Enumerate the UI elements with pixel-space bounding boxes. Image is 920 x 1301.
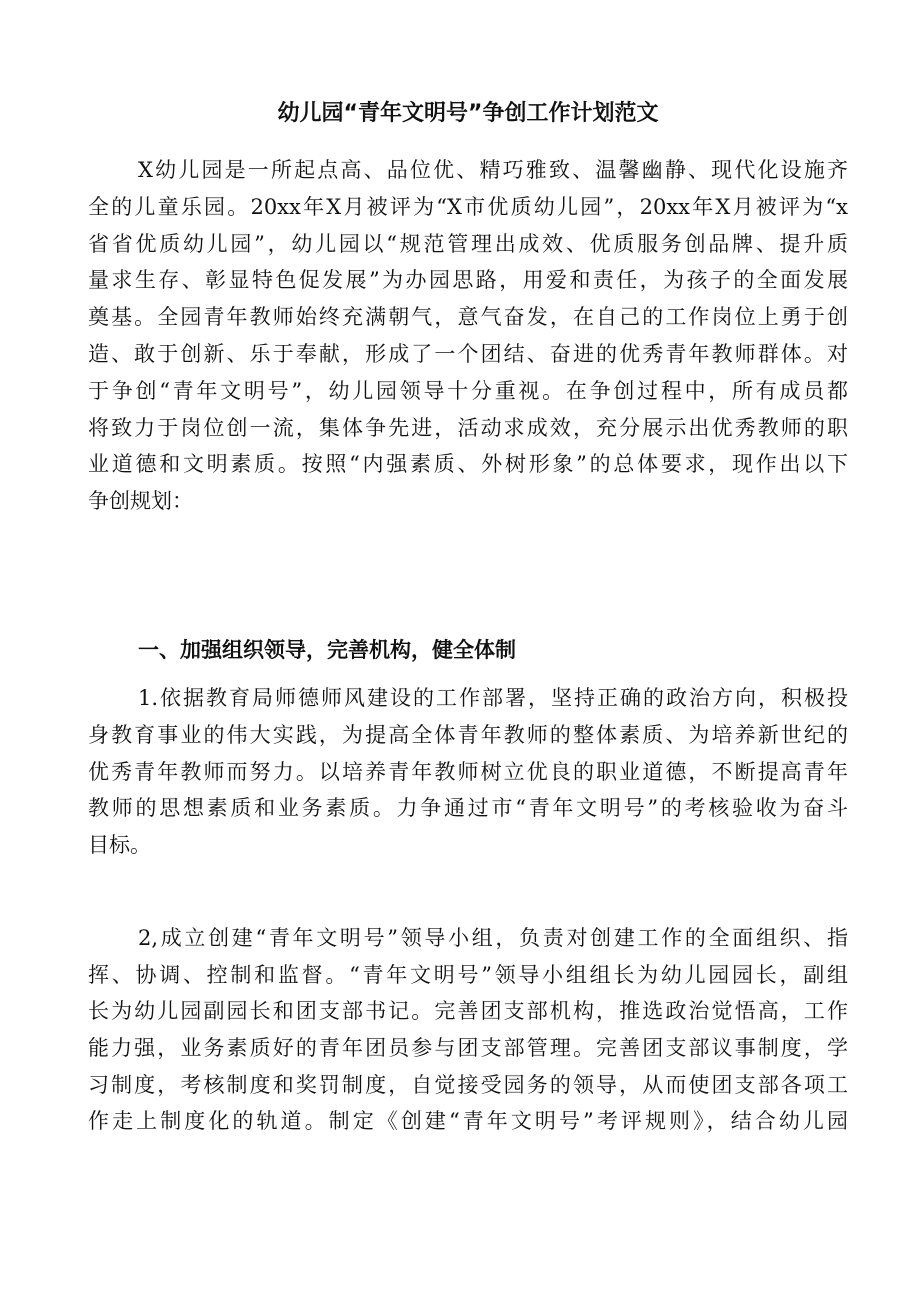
paragraph-line: 造、敢于创新、乐于奉献，形成了一个团结、奋进的优秀青年教师群体。对 [88,341,848,366]
paragraph-line: 挥、协调、控制和监督。“青年文明号”领导小组组长为幼儿园园长，副组 [88,962,848,987]
paragraph-line: 身教育事业的伟大实践，为提高全体青年教师的整体素质、为培养新世纪的 [88,722,848,747]
paragraph-line: 目标。 [88,833,151,858]
document-title: 幼儿园“青年文明号”争创工作计划范文 [277,101,659,126]
paragraph-line: 省省优质幼儿园”，幼儿园以“规范管理出成效、优质服务创品牌、提升质 [88,231,848,256]
paragraph-line: 将致力于岗位创一流，集体争先进，活动求成效，充分展示出优秀教师的职 [88,415,848,440]
intro-paragraph [88,152,848,632]
paragraph-line: 1.依据教育局师德师风建设的工作部署，坚持正确的政治方向，积极投 [138,686,848,710]
paragraph-line: 全的儿童乐园。20xx年X月被评为“X市优质幼儿园”，20xx年X月被评为“x [88,194,848,219]
paragraph-line: 能力强，业务素质好的青年团员参与团支部管理。完善团支部议事制度，学 [88,1036,848,1061]
paragraph-line: 2,成立创建“青年文明号”领导小组，负责对创建工作的全面组织、指 [138,926,848,950]
paragraph-line: 业道德和文明素质。按照“内强素质、外树形象”的总体要求，现作出以下 [88,452,848,477]
paragraph-line: 作走上制度化的轨道。制定《创建“青年文明号”考评规则》，结合幼儿园 [88,1109,848,1134]
paragraph-line: 于争创“青年文明号”，幼儿园领导十分重视。在争创过程中，所有成员都 [88,378,848,403]
paragraph-line: 奠基。全园青年教师始终充满朝气，意气奋发，在自己的工作岗位上勇于创 [88,305,848,330]
paragraph-line: 教师的思想素质和业务素质。力争通过市“青年文明号”的考核验收为奋斗 [88,796,848,821]
paragraph-line: 争创规划： [88,489,193,514]
item-2-paragraph [88,920,848,1280]
section-heading: 一、加强组织领导，完善机构，健全体制 [138,638,516,662]
paragraph-line: 量求生存、彰显特色促发展”为办园思路，用爱和责任，为孩子的全面发展 [88,268,848,293]
paragraph-line: X幼儿园是一所起点高、品位优、精巧雅致、温馨幽静、现代化设施齐 [138,158,848,182]
paragraph-line: 长为幼儿园副园长和团支部书记。完善团支部机构，推选政治觉悟高，工作 [88,999,848,1024]
paragraph-line: 习制度，考核制度和奖罚制度，自觉接受园务的领导，从而使团支部各项工 [88,1072,848,1097]
paragraph-line: 优秀青年教师而努力。以培养青年教师树立优良的职业道德，不断提高青年 [88,759,848,784]
item-1-paragraph [88,680,848,910]
